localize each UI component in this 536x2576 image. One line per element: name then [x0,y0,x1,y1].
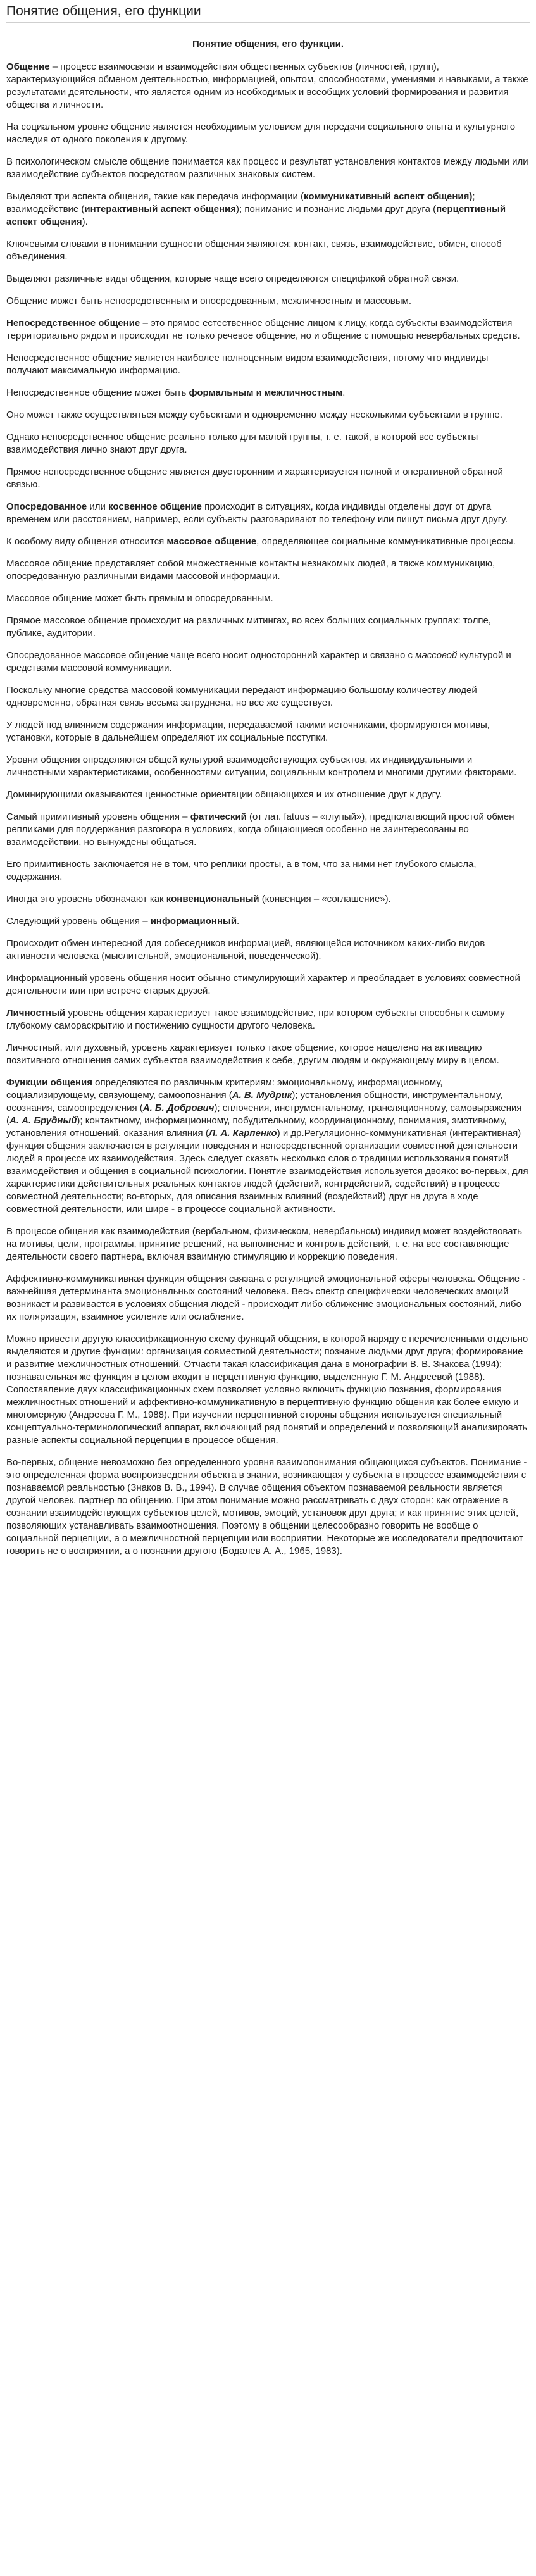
document-heading: Понятие общения, его функции. [192,39,344,49]
bold-text: интерактивный аспект общения [84,204,237,215]
text-run: ); сплочения, инструментальному, трансляционному, самовыражения ( [6,1103,522,1126]
paragraph [6,501,530,526]
text-run: ; взаимодействие ( [6,191,475,215]
text-run: . [342,387,346,398]
text-run: В процессе общения как взаимодействия (вербальном, физическом, невербальном) индивид может воздействовать на мотивы, цели, программы, принятие решений, на выполнение и контроль действий, т. е. на все составляющие деятельности своего партнера, включая взаимную стимуляцию и коррекцию поведения. [6,1226,522,1262]
text-run: определяются по различным критериям: эмоциональному, информационному, социализирующему, связующему, самоопознания ( [6,1077,443,1101]
text-run: Доминирующими оказываются ценностные ориентации общающихся и их отношение друг к другу. [6,789,442,800]
page-title: Понятие общения, его функции [6,3,530,23]
bold-italic-text: А. Б. Добрович [142,1103,215,1113]
bold-text: межличностным [264,387,343,398]
paragraph [6,915,530,928]
bold-text: массовое общение [166,536,257,547]
bold-text: Функции общения [6,1077,93,1088]
text-run: – процесс взаимосвязи и взаимодействия общественных субъектов (личностей, групп), характеризующийся обменом деятельностью, информацией, опытом, способностями, умениями и навыками, а также результатами деятельности, что является одним из необходимых и всеобщих условий формирования и развития общества и личности. [6,61,528,110]
text-run: происходит в ситуациях, когда индивиды отделены друг от друга временем или расстоянием, например, если субъекты разговаривают по телефону или пишут письма друг другу. [6,501,508,525]
text-run: Оно может также осуществляться между субъектами и одновременно между несколькими субъектами в группе. [6,410,502,420]
bold-text: формальным [189,387,254,398]
text-run: Уровни общения определяются общей культурой взаимодействующих субъектов, их индивидуальными и личностными характеристиками, особенностями ситуации, социальным контролем и многими другими факторами. [6,754,517,778]
paragraph [6,409,530,422]
bold-text: перцептивный аспект общения [6,204,506,227]
paragraph [6,1007,530,1032]
text-run: К особому виду общения относится [6,536,167,547]
bold-text: Общение [6,61,50,72]
text-run: культурой и средствами массовой коммуникации. [6,650,511,673]
text-run: ) и др.Регуляционно-коммуникативная (интерактивная) функция общения заключается в регуляции поведения и непосредственной организации совместной деятельности людей в процессе их взаимодействия. Здесь следует сказать несколько слов о традиции использования понятий взаимодействия и общения в социальной психологии. Понятие взаимодействия используется двояко: во-первых, для характеристики действительных реальных контактов людей (действий, контрдействий, содействий) в процессе совместной деятельности; во-вторых, для описания взаимных влияний (воздействий) друг на друга в ходе совместной деятельности, или шире - в процессе социальной активности. [6,1128,528,1215]
paragraph [6,972,530,997]
paragraph [6,811,530,849]
bold-text: Непосредственное общение [6,318,140,328]
bold-text: Личностный [6,1008,66,1018]
paragraph [6,893,530,906]
bold-text: косвенное общение [108,501,202,512]
paragraph [6,1042,530,1067]
bold-italic-text: Л. А. Карпенко [208,1128,277,1139]
text-run: – это прямое естественное общение лицом к лицу, когда субъекты взаимодействия территориально рядом и происходит не только речевое общение, но и общение с помощью невербальных средств. [6,318,520,341]
text-run: Общение может быть непосредственным и опосредованным, межличностным и массовым. [6,296,412,306]
text-run: Опосредованное массовое общение чаще всего носит односторонний характер и связано с [6,650,416,661]
text-run: Аффективно-коммуникативная функция общения связана с регуляцией эмоциональной сферы человека. Общение - важнейшая детерминанта эмоциональных состояний человека. Весь спектр специфически человеческих эмоций возникает и развивается в условиях общения людей - происходит либо сближение эмоциональных состояний, либо их поляризация, взаимное усиление или ослабление. [6,1273,526,1322]
text-run: В психологическом смысле общение понимается как процесс и результат установления контактов между людьми или взаимодействие субъектов посредством различных знаковых систем. [6,156,528,180]
text-run: , определяющее социальные коммуникативные процессы. [256,536,516,547]
text-run: Однако непосредственное общение реально только для малой группы, т. е. такой, в которой все субъекты взаимодействия лично знают друг друга. [6,432,478,455]
text-run: Происходит обмен интересной для собеседников информацией, являющейся источником каких-либо видов активности человека (мыслительной, эмоциональной, поведенческой). [6,938,485,961]
paragraph [6,1273,530,1323]
bold-italic-text: А. В. Мудрик [232,1090,292,1101]
text-run: Массовое общение может быть прямым и опосредованным. [6,593,273,604]
paragraph [6,615,530,640]
text-run: Самый примитивный уровень общения – [6,811,190,822]
paragraph [6,719,530,744]
text-run: Можно привести другую классификационную схему функций общения, в которой наряду с перечисленными отдельно выделяются и другие функции: организация совместной деятельности; познание людьми друг друга; формирование и развитие межличностных отношений. Отчасти такая классификация дана в монографии В. В. Знакова (1994); познавательная же функция в целом входит в перцептивную функцию, выделенную Г. М. Андреевой (1988). Сопоставление двух классификационных схем позволяет условно включить функцию познания, формирования межличностных отношений и аффективно-коммуникативную в перцептивную функцию общения как более емкую и многомерную (Андреева Г. М., 1988). При изучении перцептивной стороны общения используется специальный концептуально-терминологический аппарат, включающий ряд понятий и определений и позволяющий анализировать разные аспекты социальной перцепции в процессе общения. [6,1334,528,1446]
text-run: Выделяют три аспекта общения, такие как передача информации ( [6,191,304,202]
text-run: Поскольку многие средства массовой коммуникации передают информацию большому количеству людей одновременно, обратная связь весьма затруднена, но все же существует. [6,685,477,708]
paragraph [6,387,530,399]
text-run: Прямое массовое общение происходит на различных митингах, во всех больших социальных группах: толпе, публике, аудитории. [6,615,491,639]
text-run: или [87,501,109,512]
text-run: ); контактному, информационному, побудительному, координационному, понимания, эмотивному, установления отношений, оказания влияния ( [6,1115,507,1139]
text-run: У людей под влиянием содержания информации, передаваемой такими источниками, формируются мотивы, установки, которые в дальнейшем определяют их социальные поступки. [6,720,490,743]
paragraph [6,156,530,181]
text-run: ); установления общности, инструментальному, осознания, самоопределения ( [6,1090,503,1113]
text-run: Личностный, или духовный, уровень характеризует только такое общение, которое нацелено на активацию позитивного отношения самих субъектов взаимодействия к себе, другим людям и окружающему миру в целом. [6,1042,499,1066]
paragraph [6,466,530,491]
text-run: Иногда это уровень обозначают как [6,894,166,904]
paragraph [6,1077,530,1216]
text-run: Выделяют различные виды общения, которые чаще всего определяются спецификой обратной связи. [6,273,459,284]
text-run: (конвенция – «соглашение»). [259,894,391,904]
paragraph [6,684,530,710]
bold-text: информационный [150,916,237,927]
paragraph [6,273,530,285]
paragraph [6,649,530,675]
paragraph [6,121,530,146]
text-run: На социальном уровне общение является необходимым условием для передачи социального опыта и культурного наследия от одного поколения к другому. [6,122,516,145]
paragraph [6,295,530,308]
text-run: Массовое общение представляет собой множественные контакты незнакомых людей, а также коммуникацию, опосредованную различными видами массовой информации. [6,558,495,582]
text-run: Прямое непосредственное общение является двусторонним и характеризуется полной и оперативной обратной связью. [6,466,503,490]
text-run: . [237,916,240,927]
text-run: Непосредственное общение является наиболее полноценным видом взаимодействия, потому что индивиды получают максимальную информацию. [6,353,489,376]
text-run: Информационный уровень общения носит обычно стимулирующий характер и преобладает в условиях совместной деятельности или при встрече старых друзей. [6,973,520,996]
paragraph [6,317,530,342]
paragraph [6,789,530,801]
bold-text: фатический [190,811,247,822]
bold-text: конвенциональный [166,894,259,904]
bold-italic-text: А. А. Брудный [9,1115,77,1126]
paragraph [6,558,530,583]
document-body [6,61,530,1558]
text-run: и [253,387,265,398]
paragraph [6,535,530,548]
text-run: ); понимание и познание людьми друг друга ( [236,204,437,215]
text-run: уровень общения характеризует такое взаимодействие, при котором субъекты способны к самому глубокому самораскрытию и постижению сущности другого человека. [6,1008,505,1031]
text-run: Непосредственное общение может быть [6,387,189,398]
paragraph [6,858,530,884]
bold-text: Опосредованное [6,501,87,512]
text-run: Во-первых, общение невозможно без определенного уровня взаимопонимания общающихся субъектов. Понимание - это определенная форма воспроизведения объекта в знании, возникающая у субъекта в процессе взаимодействия с познаваемой реальностью (Знаков В. В., 1994). В случае общения объектом познаваемой реальности является другой человек, партнер по общению. При этом понимание можно рассматривать с двух сторон: как отражение в сознании взаимодействующих субъектов целей, мотивов, эмоций, установок друг друга; и как принятие этих целей, позволяющих устанавливать взаимоотношения. Поэтому в общении целесообразно говорить не вообще о социальной перцепции, а о межличностной перцепции или восприятии. Некоторые же исследователи предпочитают говорить не о восприятии, а о познании другого (Бодалев А. А., 1965, 1983). [6,1457,527,1556]
italic-text: массовой [415,650,458,661]
paragraph [6,352,530,377]
text-run: Его примитивность заключается не в том, что реплики просты, а в том, что за ними нет глубокого смысла, содержания. [6,859,477,882]
paragraph [6,592,530,605]
text-run: Ключевыми словами в понимании сущности общения являются: контакт, связь, взаимодействие, обмен, способ объединения. [6,239,502,262]
text-run: ). [82,216,88,227]
paragraph [6,1225,530,1263]
paragraph [6,191,530,228]
paragraph [6,238,530,263]
paragraph [6,61,530,111]
text-run: (от лат. fatuus – «глупый»), предполагающий простой обмен репликами для поддержания разговора в условиях, когда общающиеся особенно не заинтересованы во взаимодействии, но вынуждены общаться. [6,811,514,847]
bold-text: коммуникативный аспект общения) [304,191,473,202]
paragraph [6,431,530,456]
paragraph [6,1456,530,1558]
text-run: Следующий уровень общения – [6,916,151,927]
paragraph [6,1333,530,1447]
paragraph [6,754,530,779]
paragraph [6,937,530,963]
